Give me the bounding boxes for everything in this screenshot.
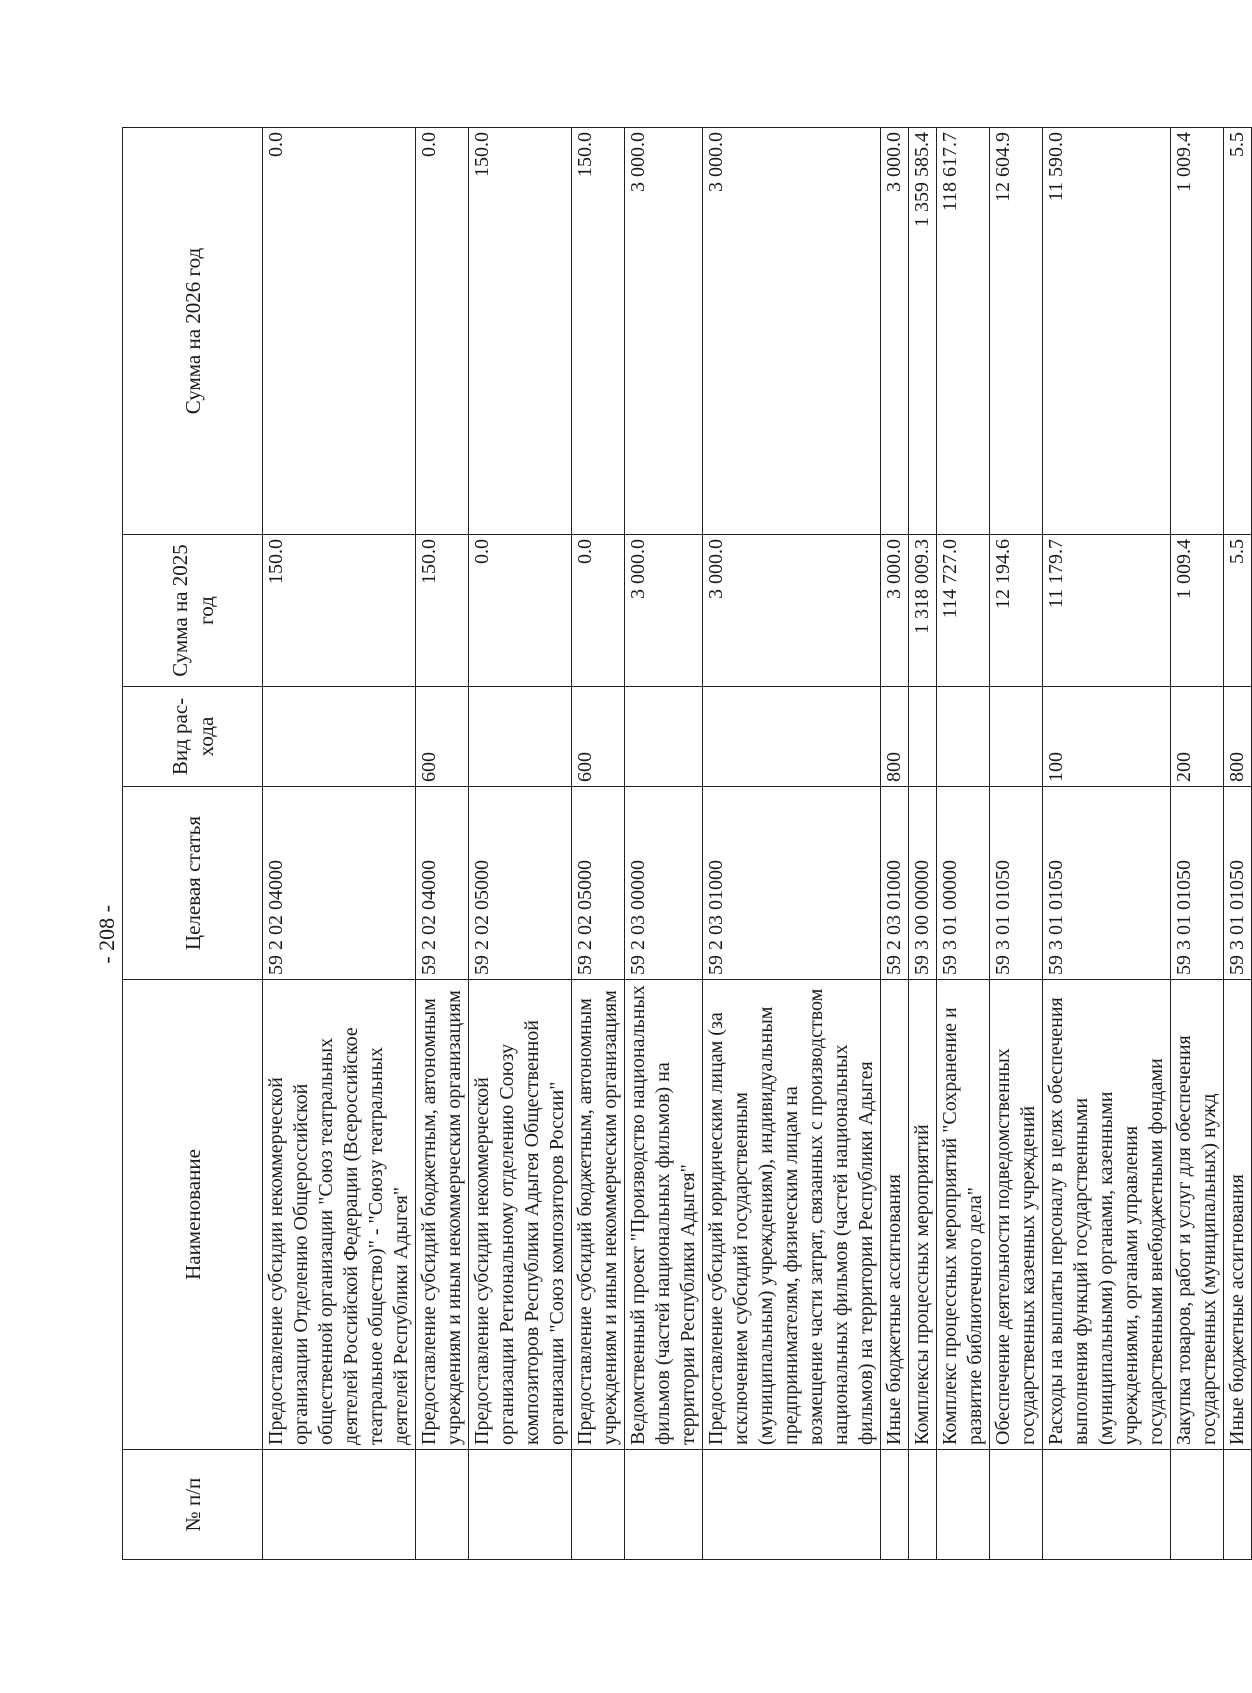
table-row	[909, 128, 937, 1560]
cell-name: Комплекс процессных мероприятий "Сохранение и развитие библиотечного дела"	[937, 980, 990, 1450]
cell-num	[909, 1450, 937, 1560]
cell-sum-2026: 150.0	[572, 128, 625, 535]
cell-sum-2026: 0.0	[263, 128, 416, 535]
table-row	[937, 128, 990, 1560]
cell-sum-2026: 3 000.0	[625, 128, 703, 535]
header-num: № п/п	[123, 1450, 263, 1560]
cell-sum-2025: 150.0	[263, 535, 416, 687]
cell-vid: 800	[1224, 687, 1252, 787]
cell-sum-2026: 5.5	[1224, 128, 1252, 535]
table-row	[990, 128, 1043, 1560]
cell-num	[990, 1450, 1043, 1560]
cell-sum-2025: 1 318 009.3	[909, 535, 937, 687]
cell-num	[881, 1450, 909, 1560]
cell-name: Иные бюджетные ассигнования	[881, 980, 909, 1450]
cell-num	[572, 1450, 625, 1560]
cell-name: Иные бюджетные ассигнования	[1224, 980, 1252, 1450]
cell-target: 59 3 01 01050	[1224, 787, 1252, 980]
cell-sum-2025: 150.0	[416, 535, 469, 687]
cell-target: 59 2 02 04000	[416, 787, 469, 980]
table-row	[469, 128, 572, 1560]
cell-target: 59 2 03 00000	[625, 787, 703, 980]
table-row	[416, 128, 469, 1560]
table-row	[625, 128, 703, 1560]
cell-sum-2026: 3 000.0	[881, 128, 909, 535]
cell-target: 59 2 03 01000	[881, 787, 909, 980]
cell-sum-2026: 1 009.4	[1171, 128, 1224, 535]
cell-sum-2026: 118 617.7	[937, 128, 990, 535]
cell-sum-2026: 3 000.0	[703, 128, 881, 535]
cell-sum-2026: 1 359 585.4	[909, 128, 937, 535]
cell-name: Предоставление субсидий бюджетным, автономным учреждениям и иным некоммерческим организациям	[572, 980, 625, 1450]
cell-vid: 200	[1171, 687, 1224, 787]
cell-num	[263, 1450, 416, 1560]
cell-target: 59 2 02 04000	[263, 787, 416, 980]
cell-name: Расходы на выплаты персоналу в целях обеспечения выполнения функций государственными (муниципальными) органами, казенными учреждениями, органами управления государственными внебюджетными фондами	[1043, 980, 1171, 1450]
cell-sum-2026: 11 590.0	[1043, 128, 1171, 535]
table-row	[263, 128, 416, 1560]
cell-num	[1224, 1450, 1252, 1560]
table-row	[881, 128, 909, 1560]
cell-vid	[937, 687, 990, 787]
cell-name: Предоставление субсидии некоммерческой организации Региональному отделению Союзу композиторов Республики Адыгея Общественной организации "Союз композиторов России"	[469, 980, 572, 1450]
cell-target: 59 3 01 01050	[1171, 787, 1224, 980]
cell-sum-2025: 12 194.6	[990, 535, 1043, 687]
table-header-row	[123, 128, 263, 1560]
header-sum-2025: Сумма на 2025 год	[123, 535, 263, 687]
cell-sum-2025: 5.5	[1224, 535, 1252, 687]
cell-vid: 600	[416, 687, 469, 787]
table-body	[263, 128, 1252, 1560]
cell-vid	[703, 687, 881, 787]
header-sum-2026: Сумма на 2026 год	[123, 128, 263, 535]
cell-sum-2025: 11 179.7	[1043, 535, 1171, 687]
cell-name: Обеспечение деятельности подведомственных государственных казенных учреждений	[990, 980, 1043, 1450]
cell-num	[703, 1450, 881, 1560]
cell-sum-2025: 3 000.0	[703, 535, 881, 687]
cell-name: Предоставление субсидии некоммерческой организации Отделению Общероссийской общественной организации "Союз театральных деятелей Российской Федерации (Всероссийское театральное общество)" - "Союзу театральных деятелей Республики Адыгея"	[263, 980, 416, 1450]
cell-vid	[909, 687, 937, 787]
header-name: Наименование	[123, 980, 263, 1450]
header-target: Целевая статья	[123, 787, 263, 980]
header-vid: Вид рас-хода	[123, 687, 263, 787]
table-row	[1171, 128, 1224, 1560]
page-number: - 208 -	[94, 905, 119, 964]
cell-vid	[990, 687, 1043, 787]
table-row	[572, 128, 625, 1560]
cell-target: 59 2 02 05000	[469, 787, 572, 980]
cell-num	[469, 1450, 572, 1560]
table-row	[703, 128, 881, 1560]
cell-sum-2025: 3 000.0	[881, 535, 909, 687]
cell-vid: 800	[881, 687, 909, 787]
cell-vid: 600	[572, 687, 625, 787]
cell-target: 59 2 03 01000	[703, 787, 881, 980]
cell-name: Закупка товаров, работ и услуг для обеспечения государственных (муниципальных) нужд	[1171, 980, 1224, 1450]
cell-sum-2025: 0.0	[469, 535, 572, 687]
cell-name: Предоставление субсидий бюджетным, автономным учреждениям и иным некоммерческим организациям	[416, 980, 469, 1450]
cell-sum-2025: 114 727.0	[937, 535, 990, 687]
cell-num	[1043, 1450, 1171, 1560]
cell-name: Предоставление субсидий юридическим лицам (за исключением субсидий государственным (муниципальным) учреждениям), индивидуальным предпринимателям, физическим лицам на возмещение части затрат, связанных с производством национальных фильмов (частей национальных фильмов) на территории Республики Адыгея	[703, 980, 881, 1450]
cell-num	[937, 1450, 990, 1560]
cell-sum-2026: 150.0	[469, 128, 572, 535]
cell-target: 59 3 01 01050	[990, 787, 1043, 980]
cell-target: 59 3 01 00000	[937, 787, 990, 980]
cell-vid: 100	[1043, 687, 1171, 787]
cell-sum-2025: 3 000.0	[625, 535, 703, 687]
rotated-table-wrapper	[122, 128, 1248, 1560]
cell-vid	[625, 687, 703, 787]
cell-vid	[263, 687, 416, 787]
cell-name: Комплексы процессных мероприятий	[909, 980, 937, 1450]
cell-sum-2025: 1 009.4	[1171, 535, 1224, 687]
cell-target: 59 3 00 00000	[909, 787, 937, 980]
cell-target: 59 3 01 01050	[1043, 787, 1171, 980]
cell-target: 59 2 02 05000	[572, 787, 625, 980]
cell-sum-2026: 12 604.9	[990, 128, 1043, 535]
cell-num	[416, 1450, 469, 1560]
cell-num	[1171, 1450, 1224, 1560]
table-row	[1043, 128, 1171, 1560]
cell-vid	[469, 687, 572, 787]
cell-sum-2026: 0.0	[416, 128, 469, 535]
cell-num	[625, 1450, 703, 1560]
table-row	[1224, 128, 1252, 1560]
budget-table	[122, 127, 1252, 1560]
cell-sum-2025: 0.0	[572, 535, 625, 687]
cell-name: Ведомственный проект "Производство национальных фильмов (частей национальных фильмов) на территории Республики Адыгея"	[625, 980, 703, 1450]
